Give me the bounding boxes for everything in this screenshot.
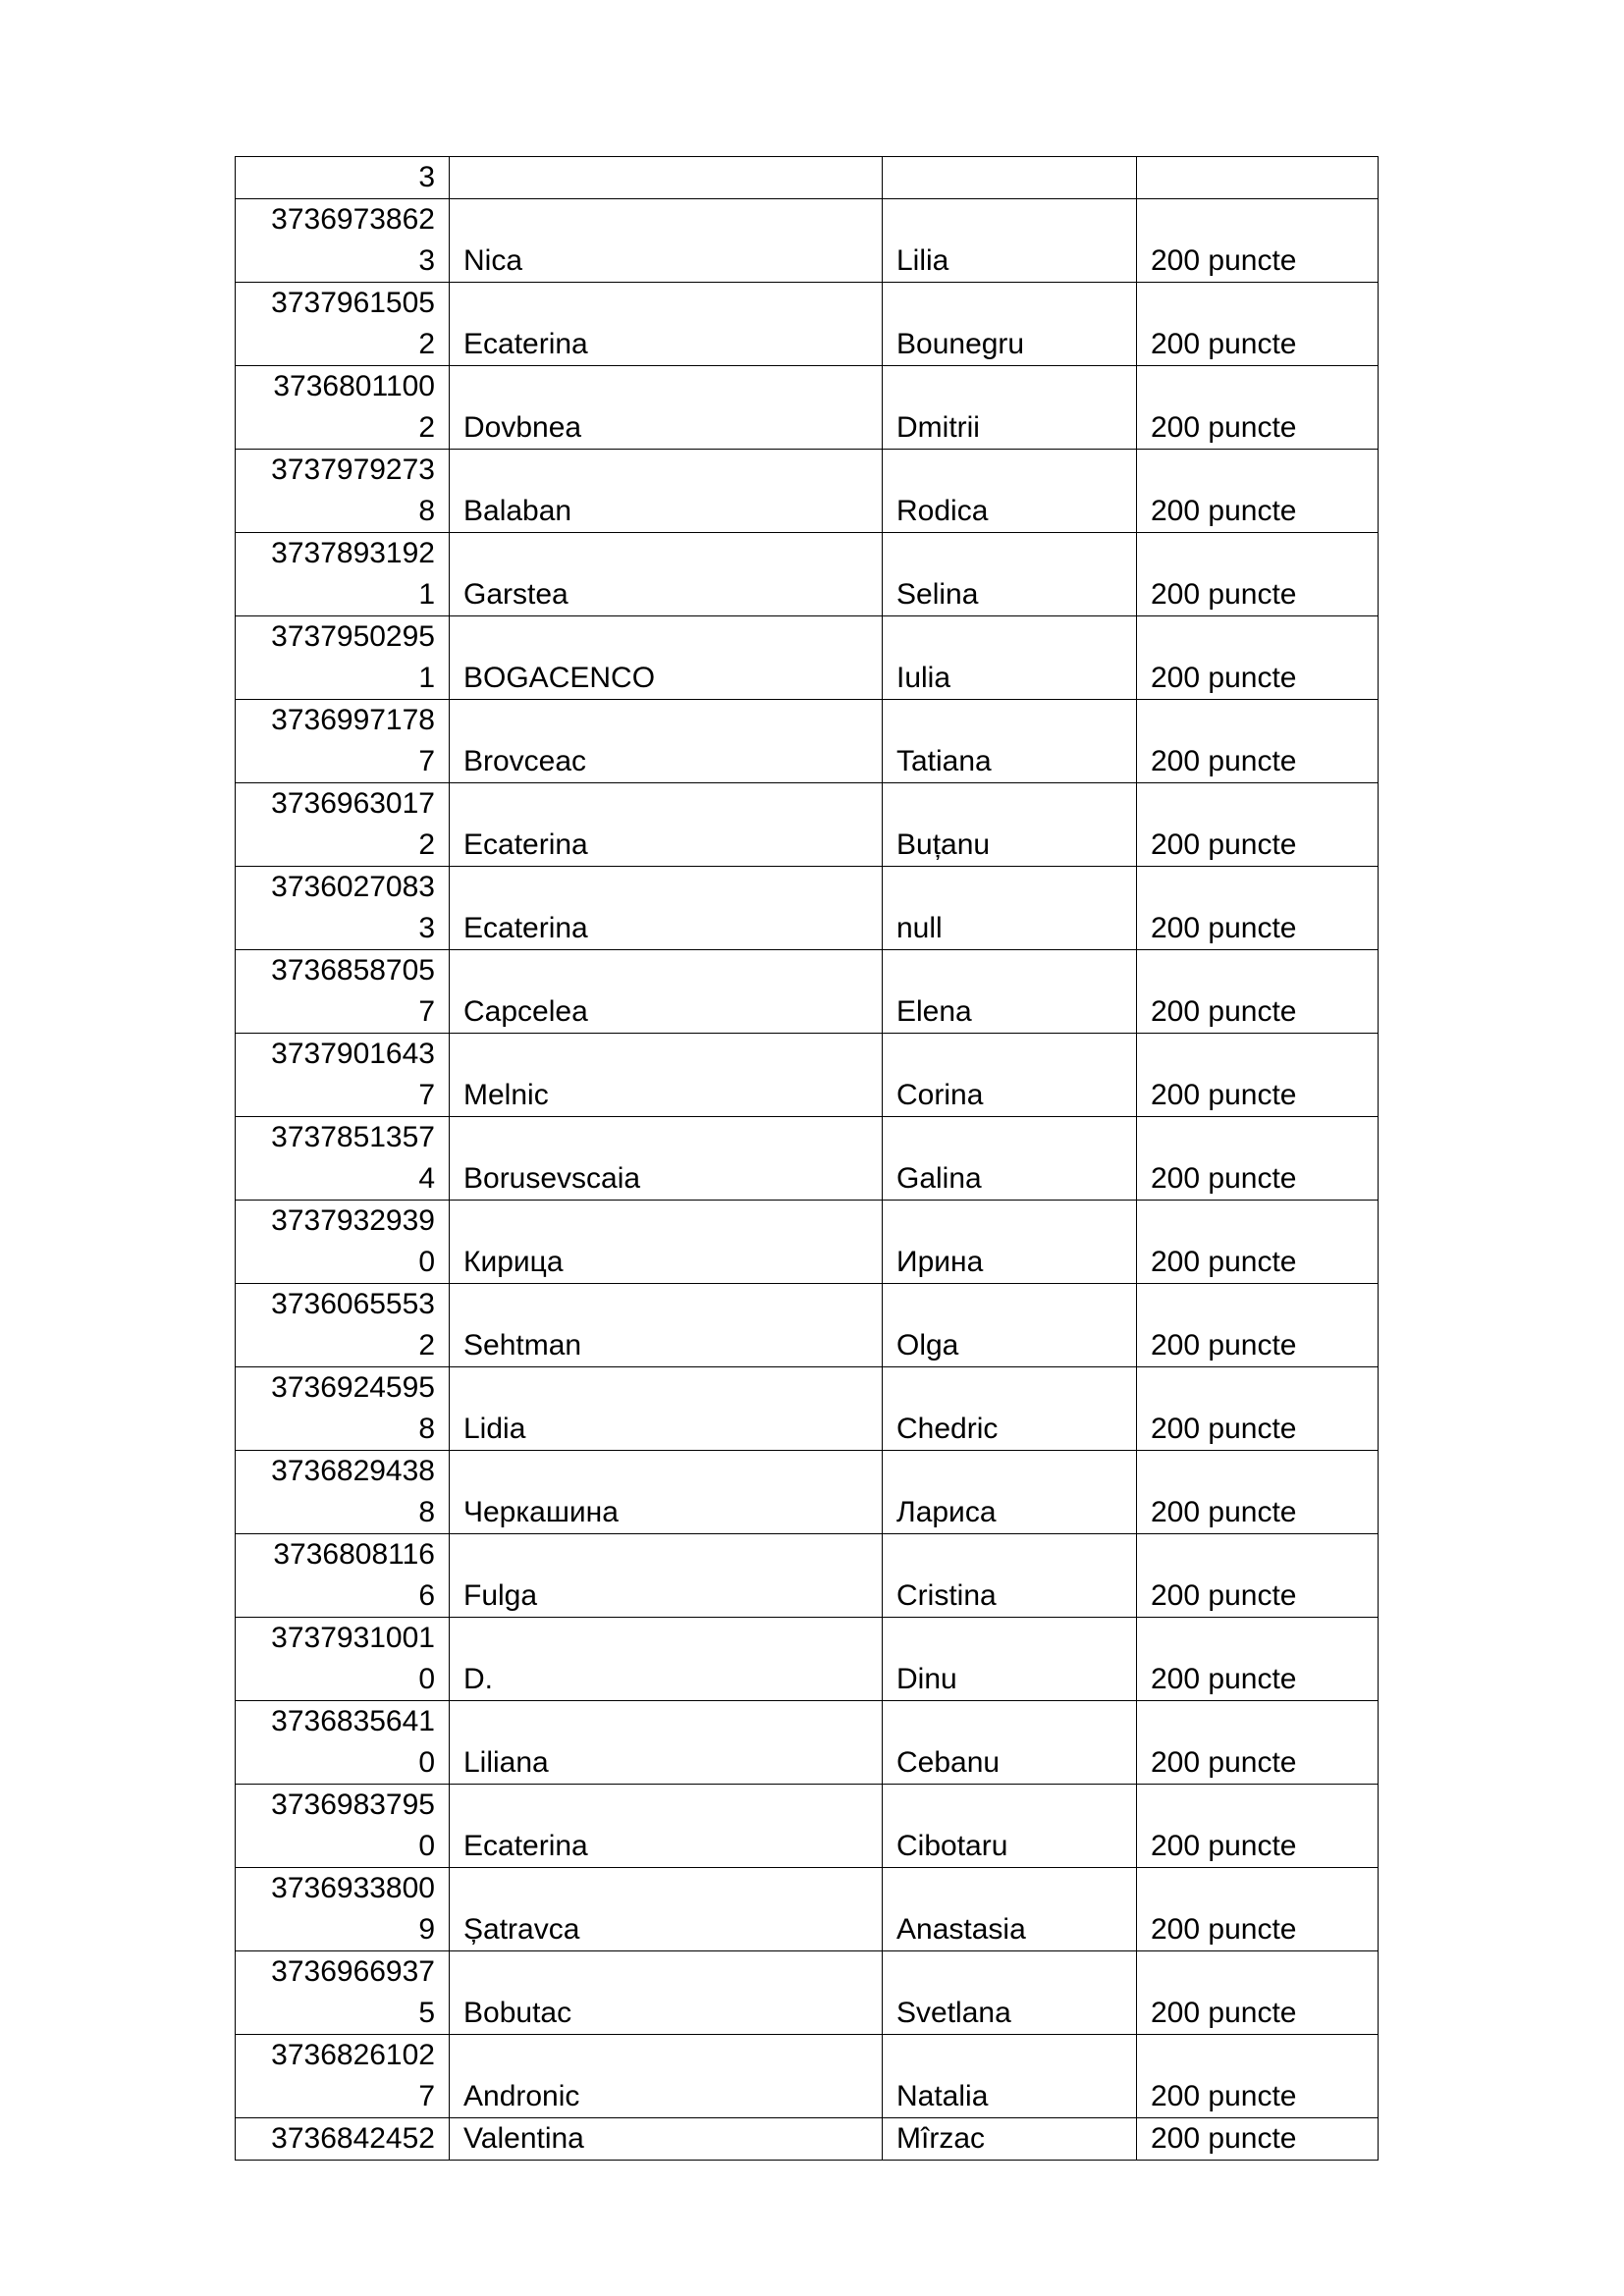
points-cell	[1137, 157, 1379, 199]
points-cell: 200 puncte	[1137, 199, 1379, 283]
points-cell: 200 puncte	[1137, 533, 1379, 616]
phone-cell	[236, 1367, 450, 1451]
phone-main: 3736835641	[271, 1705, 435, 1737]
name-cell	[450, 157, 883, 199]
table-row	[236, 783, 1379, 867]
phone-main: 3736933800	[271, 1872, 435, 1904]
phone-main: 3737932939	[271, 1204, 435, 1237]
table-row	[236, 199, 1379, 283]
name-cell: Borusevscaia	[450, 1117, 883, 1201]
points-cell: 200 puncte	[1137, 1868, 1379, 1951]
phone-cell	[236, 616, 450, 700]
surname-cell: Lilia	[883, 199, 1137, 283]
phone-cell	[236, 1117, 450, 1201]
surname-cell: Buțanu	[883, 783, 1137, 867]
phone-tail: 2	[418, 411, 435, 444]
table-row	[236, 2035, 1379, 2118]
phone-tail: 8	[418, 1413, 435, 1445]
points-cell: 200 puncte	[1137, 950, 1379, 1034]
phone-tail: 8	[418, 495, 435, 527]
name-cell: Кирица	[450, 1201, 883, 1284]
phone-cell	[236, 366, 450, 450]
phone-main: 3736973862	[271, 203, 435, 236]
name-cell: Fulga	[450, 1534, 883, 1618]
phone-main: 3736027083	[271, 871, 435, 903]
surname-cell: Svetlana	[883, 1951, 1137, 2035]
table-row	[236, 1367, 1379, 1451]
phone-cell	[236, 2035, 450, 2118]
points-cell: 200 puncte	[1137, 1201, 1379, 1284]
phone-tail: 9	[418, 1913, 435, 1946]
name-cell: Ecaterina	[450, 783, 883, 867]
table-body	[236, 157, 1379, 2161]
table-row	[236, 1534, 1379, 1618]
table-row	[236, 1034, 1379, 1117]
surname-cell: Natalia	[883, 2035, 1137, 2118]
table-row	[236, 1618, 1379, 1701]
phone-main: 3737979273	[271, 454, 435, 486]
points-cell: 200 puncte	[1137, 616, 1379, 700]
phone-cell	[236, 1201, 450, 1284]
surname-cell: Rodica	[883, 450, 1137, 533]
phone-cell	[236, 450, 450, 533]
phone-tail: 7	[418, 995, 435, 1028]
table-row	[236, 157, 1379, 199]
phone-cell	[236, 1951, 450, 2035]
table-row	[236, 1701, 1379, 1785]
phone-tail: 7	[418, 745, 435, 777]
phone-cell	[236, 950, 450, 1034]
surname-cell: Bounegru	[883, 283, 1137, 366]
surname-cell: Corina	[883, 1034, 1137, 1117]
phone-main: 3736983795	[271, 1789, 435, 1821]
phone-tail: 3	[418, 161, 435, 193]
table-row	[236, 1451, 1379, 1534]
phone-tail: 7	[418, 2080, 435, 2112]
surname-cell: Selina	[883, 533, 1137, 616]
phone-tail: 1	[418, 662, 435, 694]
surname-cell: Cebanu	[883, 1701, 1137, 1785]
surname-cell: Cristina	[883, 1534, 1137, 1618]
name-cell: Balaban	[450, 450, 883, 533]
phone-tail: 1	[418, 578, 435, 611]
name-cell: Ecaterina	[450, 283, 883, 366]
table-row	[236, 533, 1379, 616]
surname-cell: Anastasia	[883, 1868, 1137, 1951]
phone-cell	[236, 533, 450, 616]
phone-cell	[236, 283, 450, 366]
phone-main: 3737950295	[271, 620, 435, 653]
table-row	[236, 283, 1379, 366]
phone-main: 3737893192	[271, 537, 435, 569]
phone-cell	[236, 783, 450, 867]
phone-tail: 6	[418, 1579, 435, 1612]
table-row	[236, 1785, 1379, 1868]
points-cell: 200 puncte	[1137, 1117, 1379, 1201]
table-row	[236, 1951, 1379, 2035]
phone-tail: 3	[418, 912, 435, 944]
table-row	[236, 1868, 1379, 1951]
name-cell: Șatravca	[450, 1868, 883, 1951]
surname-cell: Iulia	[883, 616, 1137, 700]
phone-main: 3737901643	[271, 1038, 435, 1070]
phone-tail: 3	[418, 244, 435, 277]
surname-cell: Cibotaru	[883, 1785, 1137, 1868]
phone-tail: 2	[418, 828, 435, 861]
name-cell: D.	[450, 1618, 883, 1701]
name-cell: Liliana	[450, 1701, 883, 1785]
surname-cell: Dinu	[883, 1618, 1137, 1701]
name-cell: Черкашина	[450, 1451, 883, 1534]
phone-tail: 0	[418, 1830, 435, 1862]
name-cell: Sehtman	[450, 1284, 883, 1367]
points-cell: 200 puncte	[1137, 1534, 1379, 1618]
points-cell: 200 puncte	[1137, 1618, 1379, 1701]
points-cell: 200 puncte	[1137, 2118, 1379, 2161]
phone-cell	[236, 1701, 450, 1785]
points-cell: 200 puncte	[1137, 1034, 1379, 1117]
phone-main: 3736858705	[271, 954, 435, 987]
points-cell: 200 puncte	[1137, 283, 1379, 366]
points-cell: 200 puncte	[1137, 700, 1379, 783]
points-cell: 200 puncte	[1137, 783, 1379, 867]
phone-main: 3737961505	[271, 287, 435, 319]
surname-cell: Galina	[883, 1117, 1137, 1201]
name-cell: Nica	[450, 199, 883, 283]
phone-main: 3736808116	[273, 1538, 435, 1571]
participants-table	[235, 156, 1379, 2161]
surname-cell: Mîrzac	[883, 2118, 1137, 2161]
phone-main: 3737931001	[271, 1622, 435, 1654]
name-cell: Lidia	[450, 1367, 883, 1451]
table-row	[236, 867, 1379, 950]
points-cell: 200 puncte	[1137, 1785, 1379, 1868]
points-cell: 200 puncte	[1137, 366, 1379, 450]
table-row	[236, 1284, 1379, 1367]
points-cell: 200 puncte	[1137, 1701, 1379, 1785]
points-cell: 200 puncte	[1137, 1284, 1379, 1367]
table-row	[236, 2118, 1379, 2161]
name-cell: Dovbnea	[450, 366, 883, 450]
phone-cell	[236, 1451, 450, 1534]
phone-tail: 2	[418, 1329, 435, 1362]
points-cell: 200 puncte	[1137, 2035, 1379, 2118]
name-cell: Ecaterina	[450, 1785, 883, 1868]
surname-cell: Tatiana	[883, 700, 1137, 783]
phone-tail: 8	[418, 1496, 435, 1528]
surname-cell: Лариса	[883, 1451, 1137, 1534]
phone-main: 3736924595	[271, 1371, 435, 1404]
phone-tail: 0	[418, 1246, 435, 1278]
phone-tail: 7	[418, 1079, 435, 1111]
phone-main: 3736997178	[271, 704, 435, 736]
surname-cell: Olga	[883, 1284, 1137, 1367]
points-cell: 200 puncte	[1137, 1451, 1379, 1534]
table-row	[236, 700, 1379, 783]
phone-cell	[236, 157, 450, 199]
phone-cell	[236, 1034, 450, 1117]
phone-tail: 4	[418, 1162, 435, 1195]
name-cell: Capcelea	[450, 950, 883, 1034]
points-cell: 200 puncte	[1137, 1951, 1379, 2035]
name-cell: Brovceac	[450, 700, 883, 783]
name-cell: Bobutac	[450, 1951, 883, 2035]
table-row	[236, 450, 1379, 533]
name-cell: Melnic	[450, 1034, 883, 1117]
phone-tail: 0	[418, 1746, 435, 1779]
table-row	[236, 616, 1379, 700]
name-cell: BOGACENCO	[450, 616, 883, 700]
phone-tail: 2	[418, 328, 435, 360]
phone-cell	[236, 1534, 450, 1618]
phone-main: 3736826102	[271, 2039, 435, 2071]
table-row	[236, 950, 1379, 1034]
table-row	[236, 1117, 1379, 1201]
phone-cell	[236, 1284, 450, 1367]
surname-cell: null	[883, 867, 1137, 950]
phone-main: 3736966937	[271, 1955, 435, 1988]
phone-cell	[236, 700, 450, 783]
phone-main: 3736801100	[273, 370, 435, 402]
points-cell: 200 puncte	[1137, 867, 1379, 950]
phone-tail: 0	[418, 1663, 435, 1695]
phone-main: 3736963017	[271, 787, 435, 820]
phone-cell	[236, 1785, 450, 1868]
points-cell: 200 puncte	[1137, 1367, 1379, 1451]
phone-main: 3736829438	[271, 1455, 435, 1487]
phone-main: 3736065553	[271, 1288, 435, 1320]
phone-cell	[236, 1618, 450, 1701]
table-row	[236, 1201, 1379, 1284]
phone-tail: 5	[418, 1997, 435, 2029]
phone-cell	[236, 199, 450, 283]
name-cell: Garstea	[450, 533, 883, 616]
phone-main: 3737851357	[271, 1121, 435, 1153]
surname-cell: Chedric	[883, 1367, 1137, 1451]
phone-cell: 3736842452	[236, 2118, 450, 2161]
surname-cell	[883, 157, 1137, 199]
table-row	[236, 366, 1379, 450]
phone-cell	[236, 1868, 450, 1951]
name-cell: Andronic	[450, 2035, 883, 2118]
name-cell: Ecaterina	[450, 867, 883, 950]
phone-cell	[236, 867, 450, 950]
points-cell: 200 puncte	[1137, 450, 1379, 533]
surname-cell: Ирина	[883, 1201, 1137, 1284]
name-cell: Valentina	[450, 2118, 883, 2161]
surname-cell: Dmitrii	[883, 366, 1137, 450]
surname-cell: Elena	[883, 950, 1137, 1034]
